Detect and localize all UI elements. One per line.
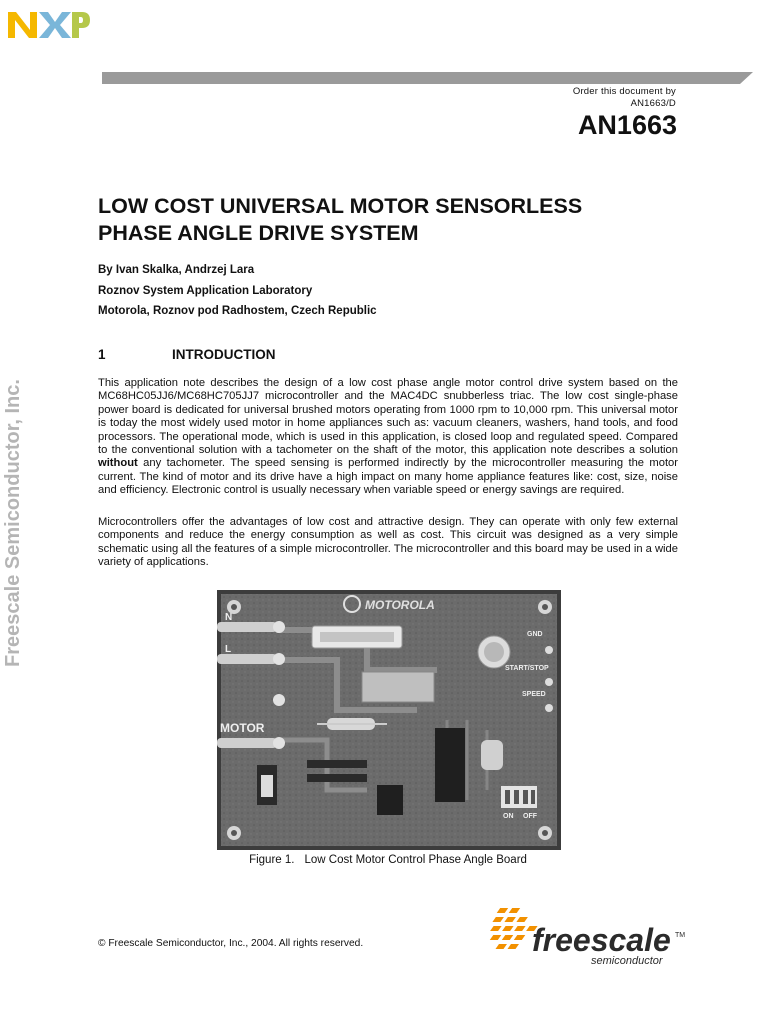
figure-caption-text: Low Cost Motor Control Phase Angle Board [304,854,527,866]
organization: Motorola, Roznov pod Radhostem, Czech Republic [98,305,377,317]
board-label-gnd: GND [527,631,543,638]
board-label-l: L [225,644,232,655]
freescale-logo [485,904,695,970]
page-title [98,193,698,247]
board-label-on: ON [503,813,514,820]
freescale-subtitle: semiconductor [591,955,663,967]
order-document-label: Order this document by [572,86,676,97]
motor-control-board-photo [217,590,561,850]
freescale-tm: TM [675,932,686,939]
header-band [102,72,753,84]
nxp-logo-text: NXP [8,8,11,9]
board-label-motor: MOTOR [220,721,265,735]
order-document-code: AN1663/D [630,98,676,109]
board-label-n: N [225,612,233,623]
figure-caption [98,854,678,866]
figure-label: Figure 1. [249,854,295,866]
side-brand-text: Freescale Semiconductor, Inc. [2,379,24,667]
board-label-motorola: MOTOROLA [365,598,435,612]
intro-paragraph-1 [98,377,678,498]
authors: By Ivan Skalka, Andrzej Lara [98,264,255,276]
board-label-start-stop: START/STOP [505,665,549,672]
copyright-notice: © Freescale Semiconductor, Inc., 2004. All rights reserved. [98,938,364,949]
title-line-2: PHASE ANGLE DRIVE SYSTEM [98,221,419,245]
nxp-logo [8,8,90,42]
intro-p1-part2: any tachometer. The speed sensing is performed indirectly by the microcontroller measuring the motor current. The kind of motor and its drive have a high impact on many home appliance features like: cost, size, noise and efficiency. Electronic control is usually necessary when variable speed or energy savings are required. [98,457,679,497]
freescale-wordmark: freescale [532,922,671,958]
intro-p1-bold: without [98,457,138,470]
section-title: INTRODUCTION [172,347,276,362]
document-number: AN1663 [577,110,677,140]
board-label-speed: SPEED [522,691,546,698]
intro-paragraph-2: Microcontrollers offer the advantages of low cost and attractive design. They can operate with only few external components and reduce the energy consumption as well as cost. This circuit was designed as a very simple schematic using all the features of a simple microcontroller. The microcontroller and this board may be used in a wide variety of applications. [98,516,678,569]
board-label-off: OFF [523,813,537,820]
title-line-1: LOW COST UNIVERSAL MOTOR SENSORLESS [98,194,583,218]
laboratory: Roznov System Application Laboratory [98,285,313,297]
section-number: 1 [98,347,106,362]
intro-p1-part1: This application note describes the design of a low cost phase angle motor control drive system based on the MC68HC05JJ6/MC68HC705JJ7 microcontroller and the MAC4DC snubberless triac. The low cost single-phase power board is dedicated for universal brushed motors operating from 1000 rpm to 10,000 rpm. This universal motor is today the most widely used motor in home appliances such as: vacuum cleaners, washers, hand tools, and food processors. The operational mode, which is used in this application, is closed loop and regulated speed. Compared to the conventional solution with a tachometer on the shaft of the motor, this application note describes a solution [98,377,678,457]
